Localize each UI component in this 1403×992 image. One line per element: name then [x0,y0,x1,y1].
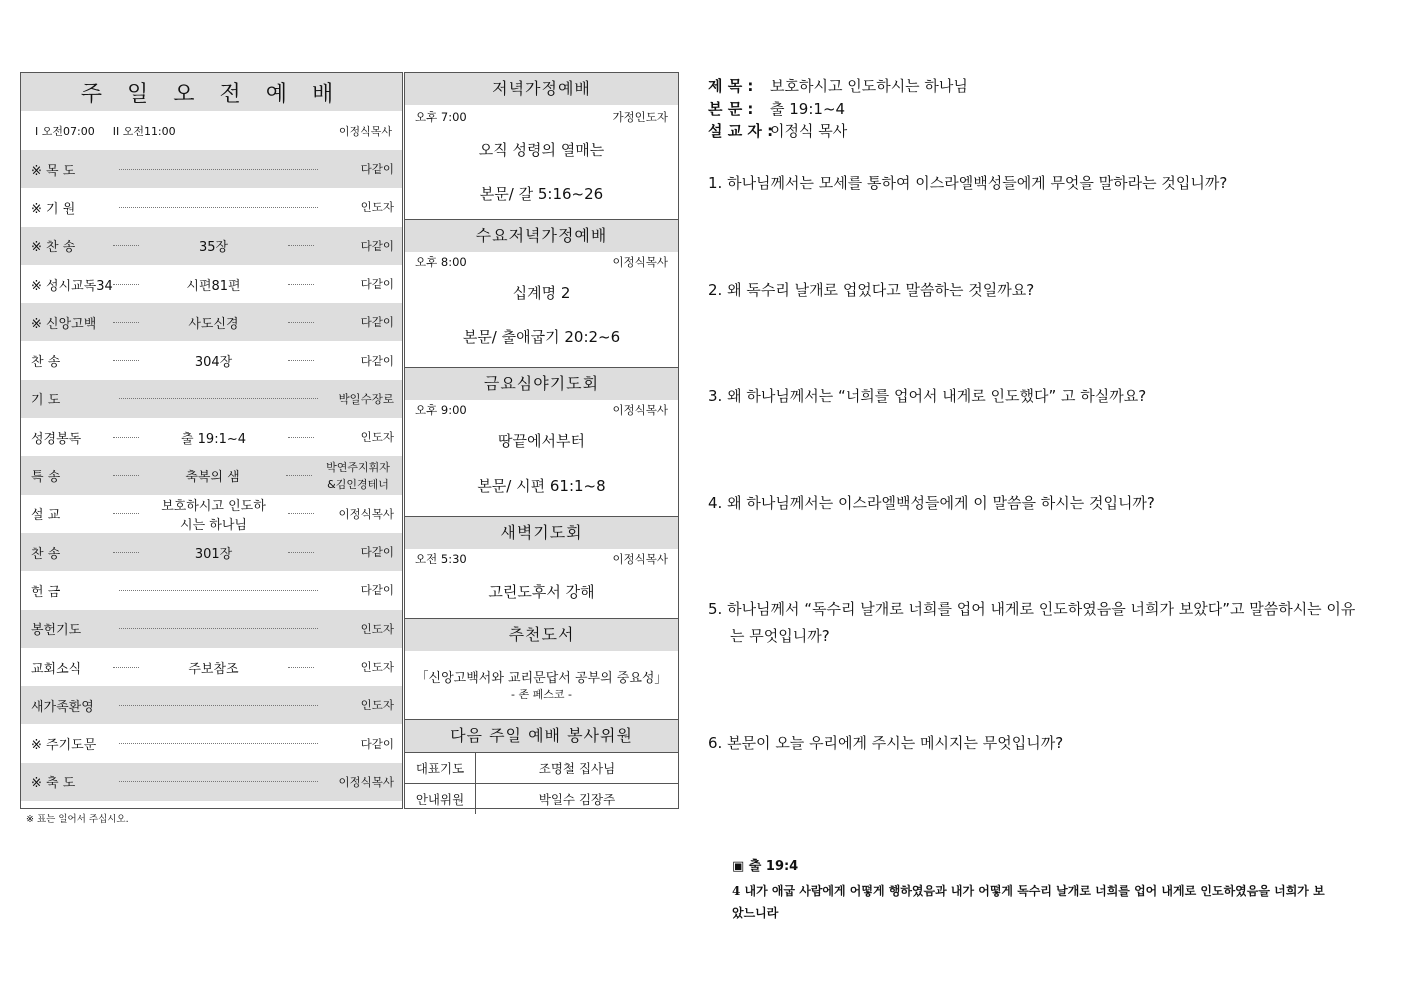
wednesday-time: 오후 8:00 [415,255,467,269]
order-value: 보호하시고 인도하시는 하나님 [161,498,266,533]
scripture-reference [732,855,1332,924]
dawn-section [405,517,678,619]
order-item [21,227,402,265]
order-value: 주보참조 [188,661,239,677]
order-value: 35장 [198,240,229,256]
order-label: 특 송 [31,470,61,486]
evening-title: 저녁가정예배 [405,73,678,105]
leader-dots [288,667,314,668]
order-middle [113,428,324,447]
wednesday-topic: 십계명 2 [512,284,571,302]
service-times [21,112,402,150]
order-label: ※ 주기도문 [31,738,97,754]
order-label: ※ 기 원 [31,201,76,217]
leader-dots [113,284,139,285]
morning-title: 주 일 오 전 예 배 [21,73,402,112]
leader-dots [113,552,139,553]
order-leader: 박연주지휘자 &김인경테너 [326,460,390,491]
friday-topic: 땅끝에서부터 [498,432,585,450]
order-leader: 다같이 [360,315,394,330]
order-value: 301장 [194,546,233,562]
volunteers-title: 다음 주일 예배 봉사위원 [405,720,678,752]
order-middle [113,351,324,370]
wednesday-text: 본문/ 출애굽기 20:2~6 [462,328,621,346]
leader-dots [119,743,318,744]
leader-dots [119,398,318,399]
order-label: ※ 찬 송 [31,240,76,256]
order-item [21,724,402,762]
standing-note: ※ 표는 일어서 주십시오. [26,814,129,825]
leader-dots [119,207,318,208]
order-item [21,303,402,341]
order-middle [113,495,324,533]
leader-dots [288,437,314,438]
order-middle [113,275,324,294]
question: 4. 왜 하나님께서는 이스라엘백성들에게 이 말씀을 하시는 것입니까? [708,494,1155,512]
order-label: ※ 성시교독34 [31,278,113,294]
order-label: 기 도 [31,393,61,409]
sermon-title-row [708,75,1368,98]
order-leader: 다같이 [360,545,394,560]
leader-dots [113,322,139,323]
order-item [21,686,402,724]
dawn-title: 새벽기도회 [405,517,678,549]
order-item [21,265,402,303]
evening-leader: 가정인도자 [612,110,668,124]
sermon-preacher-row [708,120,1368,143]
order-leader: 이정식목사 [338,774,394,789]
wednesday-section [405,220,678,368]
evening-section [405,73,678,220]
reference-body: 4 내가 애굽 사람에게 어떻게 행하였음과 내가 어떻게 독수리 날개로 너희를 업어 내게로 인도하였음을 너희가 보았느니라 [732,884,1325,920]
order-leader: 다같이 [360,736,394,751]
question: 5. 하나님께서 “독수리 날개로 너희를 업어 내게로 인도하였음을 너희가 보았다”고 말씀하시는 이유는 무엇입니까? [708,600,1356,645]
order-middle [113,705,324,706]
book-title: 추천도서 [405,619,678,651]
sermon-preacher: 이정식 목사 [770,122,848,140]
leader-dots [288,245,314,246]
order-label: 교회소식 [31,661,82,677]
table-row [405,753,678,784]
dawn-time: 오전 5:30 [415,552,467,566]
order-value: 304장 [194,355,233,371]
preacher-label: 설 교 자 : [708,122,774,140]
book-section [405,619,678,720]
time-first: I 오전07:00 [35,125,95,138]
role-cell: 대표기도 [405,753,476,784]
evening-text: 본문/ 갈 5:16~26 [479,185,604,203]
evening-topic: 오직 성령의 열매는 [478,141,605,159]
order-middle [113,236,324,255]
order-leader: 다같이 [360,238,394,253]
order-label: 성경봉독 [31,431,82,447]
leader-dots [288,552,314,553]
leader-dots [119,628,318,629]
order-label: ※ 축 도 [31,776,76,792]
order-middle [113,543,324,562]
order-middle [113,658,324,677]
volunteers-section [405,720,678,814]
order-value: 사도신경 [188,316,239,332]
order-list [21,150,402,801]
order-item [21,150,402,188]
leader-dots [113,475,139,476]
leader-dots [286,475,312,476]
dawn-leader: 이정식목사 [612,552,668,566]
order-label: 찬 송 [31,355,61,371]
order-item [21,188,402,226]
leader-dots [113,667,139,668]
order-leader: 인도자 [360,200,394,215]
order-item [21,763,402,801]
friday-section [405,368,678,517]
order-item [21,571,402,609]
sermon-title: 보호하시고 인도하시는 하나님 [770,77,968,95]
order-item [21,456,402,494]
book-author: - 존 페스코 - [511,688,572,701]
reference-title: ▣ 출 19:4 [732,859,799,874]
dawn-topic: 고린도후서 강해 [488,583,595,601]
order-value: 시편81편 [186,278,241,294]
question: 1. 하나님께서는 모세를 통하여 이스라엘백성들에게 무엇을 말하라는 것입니까? [708,174,1228,192]
table-row [405,784,678,815]
order-leader: 박일수장로 [338,391,394,406]
order-label: 헌 금 [31,584,61,600]
order-leader: 다같이 [360,583,394,598]
time-leader: 이정식목사 [338,125,392,138]
order-leader: 이정식목사 [338,506,394,521]
text-label: 본 문 : [708,99,754,118]
order-item [21,648,402,686]
order-middle [113,781,324,782]
friday-leader: 이정식목사 [612,403,668,417]
order-item [21,380,402,418]
title-label: 제 목 : [708,77,754,95]
order-leader: 인도자 [360,621,394,636]
order-middle [113,628,324,629]
leader-dots [119,590,318,591]
order-value: 축복의 샘 [185,470,240,486]
friday-title: 금요심야기도회 [405,368,678,400]
order-value: 출 19:1~4 [180,431,247,447]
order-middle [113,207,324,208]
volunteers-table [405,752,678,814]
morning-worship-order [20,72,403,809]
leader-dots [113,513,139,514]
question: 3. 왜 하나님께서는 “너희를 업어서 내게로 인도했다” 고 하실까요? [708,387,1147,405]
question: 2. 왜 독수리 날개로 업었다고 말씀하는 것일까요? [708,281,1035,299]
evening-time: 오후 7:00 [415,110,467,124]
leader-dots [113,360,139,361]
question: 6. 본문이 오늘 우리에게 주시는 메시지는 무엇입니까? [708,734,1064,752]
order-label: 설 교 [31,508,61,524]
order-leader: 다같이 [360,277,394,292]
order-label: ※ 신앙고백 [31,316,97,332]
leader-dots [288,360,314,361]
order-leader: 인도자 [360,698,394,713]
friday-text: 본문/ 시편 61:1~8 [477,477,606,495]
sermon-text: 출 19:1~4 [770,99,846,118]
time-second: II 오전11:00 [112,125,176,138]
leader-dots [113,245,139,246]
order-label: 새가족환영 [31,699,94,715]
leader-dots [288,513,314,514]
order-leader: 다같이 [360,162,394,177]
order-label: 봉헌기도 [31,623,82,639]
friday-time: 오후 9:00 [415,403,467,417]
order-middle [113,590,324,591]
order-item [21,341,402,379]
sermon-study [708,75,1368,752]
order-leader: 다같이 [360,353,394,368]
order-middle [113,398,324,399]
leader-dots [119,781,318,782]
order-leader: 인도자 [360,430,394,445]
leader-dots [288,322,314,323]
order-middle [113,169,324,170]
order-item [21,418,402,456]
wednesday-title: 수요저녁가정예배 [405,220,678,252]
names-cell: 박일수 김장주 [476,784,679,815]
order-middle [113,466,322,485]
order-label: 찬 송 [31,546,61,562]
wednesday-leader: 이정식목사 [612,255,668,269]
sermon-text-row [708,98,1368,121]
names-cell: 조명철 집사님 [476,753,679,784]
order-item [21,610,402,648]
leader-dots [113,437,139,438]
book-name: 「신앙고백서와 교리문답서 공부의 중요성」 [415,671,668,686]
order-item [21,495,402,533]
role-cell: 안내위원 [405,784,476,815]
order-label: ※ 목 도 [31,163,76,179]
order-middle [113,743,324,744]
leader-dots [288,284,314,285]
order-item [21,533,402,571]
leader-dots [119,169,318,170]
order-leader: 인도자 [360,660,394,674]
order-middle [113,313,324,332]
other-services [404,72,679,809]
leader-dots [119,705,318,706]
